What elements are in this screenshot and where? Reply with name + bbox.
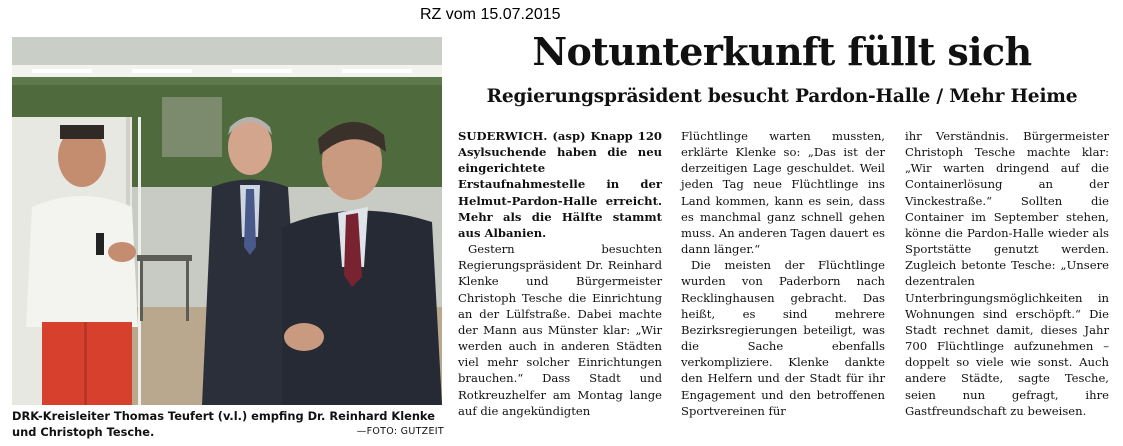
source-date-label: RZ vom 15.07.2015 <box>420 6 561 23</box>
article-lead: SUDERWICH. (asp) Knapp 120 Asylsuchende haben die neu eingerichtete Erstaufnahmestelle in der Helmut-Pardon-Halle erreicht. Mehr als die Hälfte stammt aus Albanien. <box>458 129 662 240</box>
article-paragraph: Die meisten der Flüchtlinge wurden von Paderborn nach Recklinghausen gebracht. Das heißt, es sind mehrere Bezirksregierungen beteiligt, was die Sache ebenfalls verkompliziere. Klenke dankte den Helfern und der Stadt für ihr Engagement und den betroffenen Sportvereinen für <box>681 258 885 418</box>
article-column-1 <box>458 128 662 419</box>
article-photo <box>12 37 442 405</box>
photo-image <box>12 37 442 405</box>
article-paragraph: Gestern besuchten Regierungspräsident Dr. Reinhard Klenke und Bürgermeister Christoph Tesche die Einrichtung an der Lülfstraße. Dabei machte der Mann aus Münster klar: „Wir werden auch in anderen Städten viel mehr solcher Einrichtungen brauchen.“ Dass Stadt und Rotkreuzhelfer am Montag lange auf die angekündigten <box>458 242 662 418</box>
caption-text: DRK-Kreisleiter Thomas Teufert (v.l.) empfing Dr. Reinhard Klenke und Christoph Tesche. <box>12 409 435 439</box>
article-headline: Notunterkunft füllt sich <box>532 29 1032 74</box>
article-subheadline: Regierungspräsident besucht Pardon-Halle / Mehr Heime <box>486 86 1078 107</box>
article-column-3 <box>905 128 1109 419</box>
photo-credit: —FOTO: GUTZEIT <box>356 426 444 437</box>
article-column-2 <box>681 128 885 419</box>
article-paragraph: ihr Verständnis. Bürgermeister Christoph Tesche machte klar: „Wir warten dringend auf die Containerlösung an der Vinckestraße.“ Sollten die Container im September stehen, könne die Pardon-Halle wieder als Sportstätte genutzt werden. Zugleich betonte Tesche: „Unsere dezentralen Unterbringungsmöglichkeiten in Wohnungen sind erschöpft.“ Die Stadt rechnet damit, dieses Jahr 700 Flüchtlinge aufzunehmen – doppelt so viele wie sonst. Auch andere Städte, sagte Tesche, seien nun gefragt, ihre Gastfreundschaft zu beweisen. <box>905 129 1109 418</box>
photo-caption <box>12 408 444 440</box>
article-paragraph: Flüchtlinge warten mussten, erklärte Klenke so: „Das ist der derzeitigen Lage geschuldet. Weil jeden Tag neue Flüchtlinge ins Land kommen, kann es sein, dass es manchmal ganz schnell gehen muss. An anderen Tagen dauert es dann länger.“ <box>681 129 886 257</box>
